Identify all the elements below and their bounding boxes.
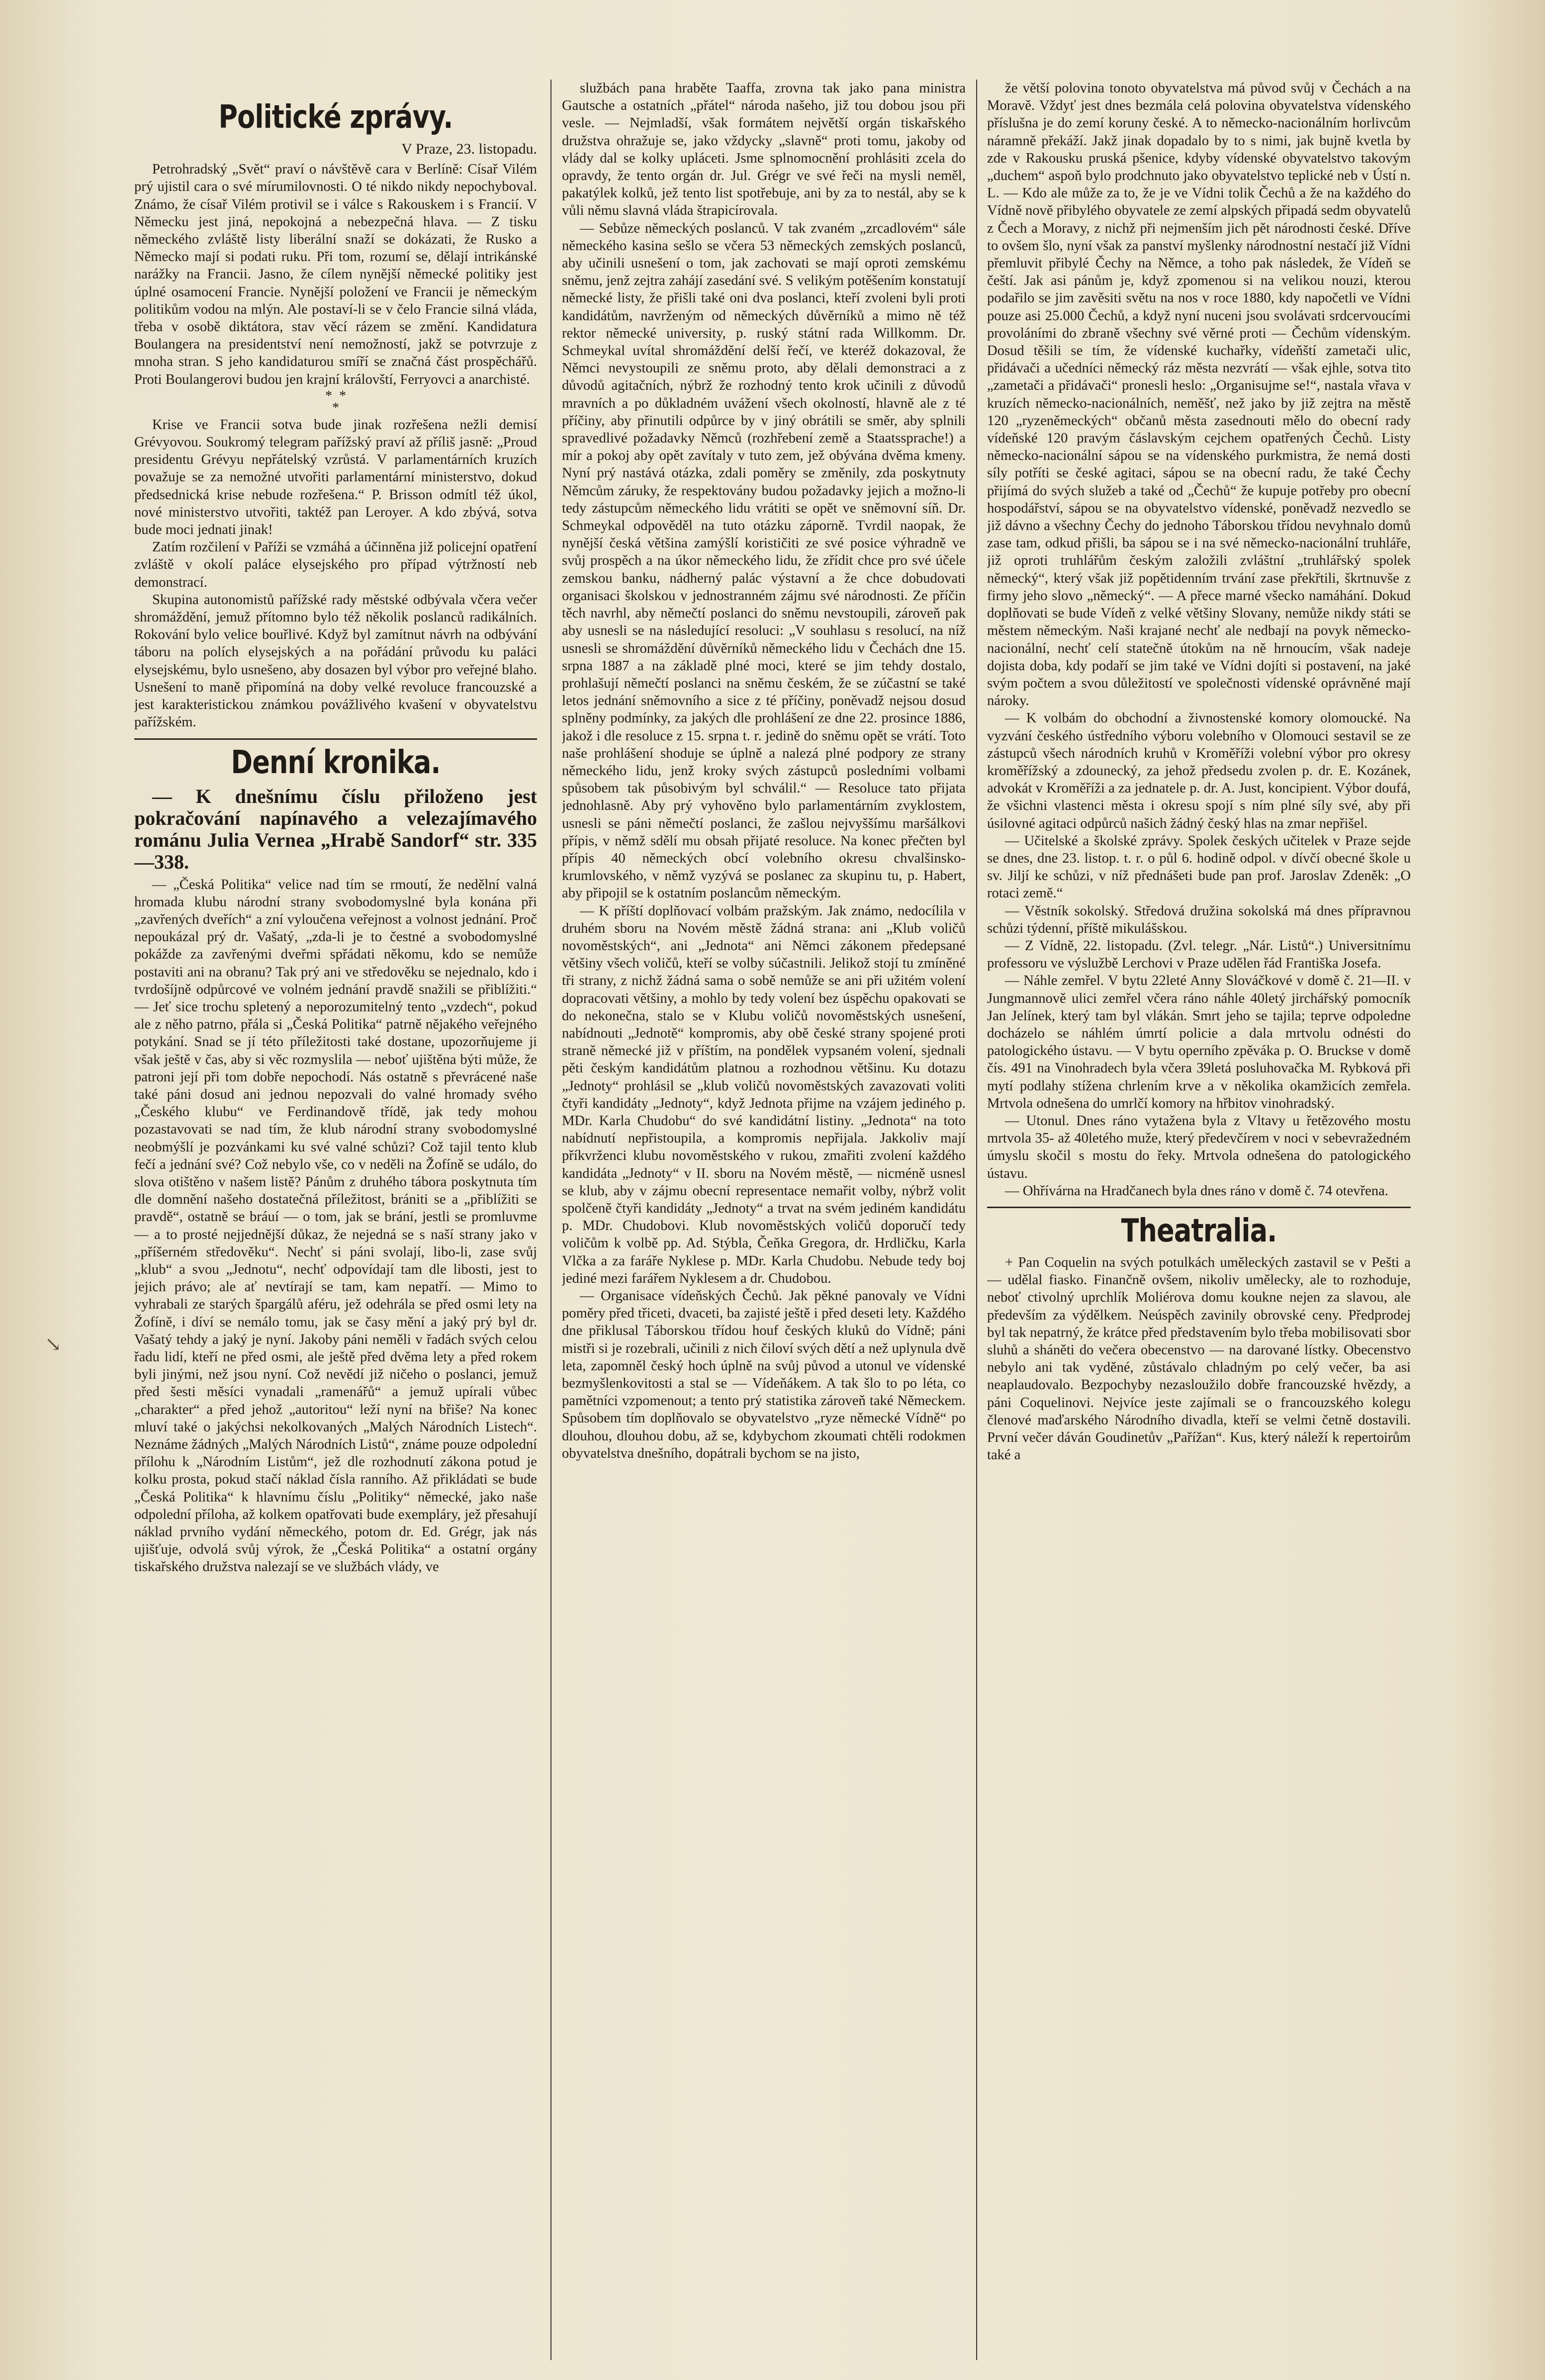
margin-mark: ↘ [45,1333,62,1355]
column-1 [134,80,537,2360]
article-paragraph: — K volbám do obchodní a živnostenské komory olomoucké. Na vyzvání českého ústředního výboru volebního v Olomouci sestavil se ze zástupců všech národních kruhů v Kroměříži volební výbor pro okresy kroměřížský a zdounecký, za jehož předsedu zvolen p. dr. E. Kozánek, advokát v Kroměříži a za jednatele p. dr. A. Just, koncipient. Výbor doufá, že všichni vlastenci města i okresu spojí s ním plné síly své, aby při úsilovné agitaci odpůrců našich žádný český hlas na zmar nepřišel. [987,710,1411,831]
article-paragraph: že větší polovina tonoto obyvatelstva má původ svůj v Čechách a na Moravě. Vždyť jest dnes bezmála celá polovina obyvatelstva vídenského příslušna je do zemí koruny české. A to německo-nacionálním horlivcům náramně překáží. Jakž jinak dopadalo by to s nimi, jak bujně kvetla by zde v Rakousku pruská pšenice, kdyby vídenské obyvatelstvo takovým „duchem“ aspoň bylo prodchnuto jako obyvatelstvo teplické neb v Ústí n. L. — Kdo ale může za to, že je ve Vídni tolik Čechů a že na každého do Vídně nově přibylého obyvatele ze zemí alpských připadá sedm obyvatelů z Čech a Moravy, z nichž při nejmenším jich pět národnosti české. Dříve to ovšem šlo, nyní však za panství myšlenky národnostní nestačí již Vídni přemluvit přibylé Čechy na Němce, a toho pak následek, že Vídeň se čeští. Jak asi pánům je, když zpomenou si na velikou nouzi, kterou podařilo se jim zavěsiti světu na nos v roce 1880, kdy napočetli ve Vídni pouze asi 25.000 Čechů, a když nyní nuceni jsou svolávati srdcervoucími provoláními do zbraně všechny své věrné proti — Čechům vídenským. Dosud těšili se tím, že vídenské kuchařky, vídeňští zametači ulic, přidávači a učedníci německý ráz města nezvrátí — však ejhle, sotva tito „zametači a přidávači“ pronesli heslo: „Organisujme se!“, nastala vřava v kruzích německo-nacionálních, neměšť, než jako by již zejtra na městě 120 „ryzeněmeckých“ občanů města zasednouti mělo do obecní rady vídeňské 120 pravým čáslavským cejchem opatřených Čechů. Listy německo-nacionální sápou se na vídenského purkmistra, že nemá dosti síly potříti se české agitaci, sápou se na obecní radu, že také Čechy přijímá do svých služeb a také od „Čechů“ že kupuje potřeby pro obecní hospodářství, sápou se na obyvatelstvo vídenské, poněvadž nezvedlo se již dávno a všechny Čechy do jednoho Táborskou třídou nevyhnalo domů zase tam, odkud přišli, ba sápou se i na své německo-nacionální truhláře, již oproti truhlářům českým založili zvláštní „truhlářský spolek německý“, který však již popětidenním trvání zase překřtili, škrtnuvše z firmy jeho slovo „německý“. — A přece marné všecko namáhání. Dokud doplňovati se bude Vídeň z velké většiny Slovany, nemůže nikdy státi se městem německým. Naši krajané nechť ale nedbají na povyk německo-nacionální, nechť celí statečně útokům na ně hrnoucím, však nadeje dojista doba, kdy podaří se jim také ve Vídni dojíti si postavení, na jaké svým počtem a svou důležitostí ve společnosti vídenské oprávněné mají nároky. [987,81,1411,709]
section-heading-politicke-zpravy: Politické zprávy. [218,99,453,136]
column-2 [562,80,966,2360]
article-paragraph: — Ohřívárna na Hradčanech byla dnes ráno v domě č. 74 otevřena. [1005,1183,1388,1199]
separator-stars: * * * [325,388,346,416]
article-paragraph: — „Česká Politika“ velice nad tím se rmoutí, že nedělní valná hromada klubu národní strany svobodomyslné byla konána při „zavřených dveřích“ a zní vyloučena veřejnost a volnost jednání. Proč nepoukázal prý dr. Vašatý, „zda-li je to čestné a svobodomyslné pokážde za zavřenými dveřmi spřádati někomu, kdo se nemůže postaviti ani na obranu? Tak prý ani ve středověku se nejednalo, kdo i tvrdošíjně odpůrcové ve volném jednání pravdě snažili se přiblížiti.“ — Jeť sice trochu spletený a neporozumitelný tento „vzdech“, pokud ale z něho patrno, přála si „Česká Politika“ patrně nějakého veřejného potykání. Snad se jí této příležitosti také dostane, upozorňujeme ji však ještě v čas, aby si věc rozmyslila — neboť ujištěna býti může, že patroni její při tom dobře nepochodí. Nás ostatně s převrácené naše také páni dosud ani jednou nepozvali do valné hromady svého „Českého klubu“ ve Ferdinandově třídě, jak tedy mohou pozastavovati se nad tím, že klub národní strany svobodomyslné neobmýšlí je pozvánkami ku své valné schůzi? Což tajil tento klub fečí a jednání své? Což nebylo vše, co v neděli na Žofíně se událo, do slova otištěno v našem listě? Pánům z druhého tábora poskytnuta tím dle domnění našeho dostatečná příležitost, brániti se a „přiblížiti se pravdě“, ostatně se bráuí — o tom, jak se brání, jestli se promluvme — a to prosté nejjednější důkaz, že nejedná se s naší strany jako v „příšerném středověku“. Nechť si páni svolají, libo-li, zase svůj „klub“ a svou „Jednotu“, nechť odpovídají tam dle libosti, jest to jejich právo; ale ať nevtírají se tam, kam nepatří. — Mimo to vyhrabali ze starých špargálů aféru, jež odehrála se před osmi lety na Žofíně, i díví se nemálo tomu, jak se časy mění a jaký prý byl dr. Vašatý tehdy a jaký je nyní. Jakoby páni neměli v řadách svých celou řadu lidí, kteří ne před osmi, ale ještě před dvěma lety a před rokem byli jinými, než jsou nyní. Což nevědí již ničeho o poslanci, jemuž před šesti měsíci vynadali „ramenářů“ a jemuž upírali vůbec „charakter“ a před jehož „autoritou“ leží nyní na břiše? Na konec mluví také o jakýchsi nekolkovaných „Malých Národních Listech“. Neznáme žádných „Malých Národních Listů“, známe pouze odpolední přílohu k „Národním Listům“, jež dle rozhodnutí zákona potud je kolku prosta, pokud stačí náklad čísla ranního. Až přikládati se bude „Česká Politika“ k hlavnímu číslu „Politiky“ německé, jako naše odpolední příloha, až kolkem opatřovati bude exempláry, jež přesahují náklad prvního vydání německého, potom dr. Ed. Grégr, jak nás ujišťuje, odvolá svůj výrok, že „Česká Politika“ a ostatní orgány tiskařského družstva nalezají se ve službách vlády, ve [134,877,537,1575]
article-paragraph: — Věstník sokolský. Středová družina sokolská má dnes přípravnou schůzi týdenní, příště mikulášskou. [987,903,1411,936]
article-paragraph: službách pana hraběte Taaffa, zrovna tak jako pana ministra Gautsche a ostatních „přátel“ národa našeho, již tou dobou jsou při vesle. — Nejmladší, však formátem největší orgán tiskařského družstva ohražuje se, jako vždycky „slavně“ proti tomu, jakoby od vlády dal se kolky upláceti. Jsme splnomocnění prohlásiti zcela do opravdy, že tento orgán dr. Jul. Grégr ve své řeči na mysli neměl, pakatýlek kolků, jež tento list spotřebuje, ani by za to nestál, aby se k vůli němu slavná vláda štrapicírovala. [562,81,966,219]
article-paragraph: — K příští doplňovací volbám pražským. Jak známo, nedocílila v druhém sboru na Novém městě žádná strana: ani „Klub voličů novoměstských“, ani „Jednota“ ani Němci zákonem předepsané většiny všech voličů, kteří se volby súčastnili. Jelikož stojí tu zmíněné tři strany, z nichž žádná sama o sobě nemůže se ani při užitém volení dopracovati většiny, a mohlo by tedy volení bez úspěchu opakovati se do nekonečna, stalo se v Klubu voličů novoměstských usnešení, nabídnouti „Jednotě“ kompromis, aby obě české strany spojené proti straně německé již v příštím, na pondělek vypsaném volení, sjednali pěti českým kandidátům platnou a rozhodnou většinu. Ku dotazu „Jednoty“ prohlásil se „klub voličů novoměstských zavazovati voliti čtyři kandidáty „Jednoty“, když Jednota přijme na vzájem jediného p. MDr. Karla Chudobu“ do své kandidátní listiny. „Jednota“ na toto nabídnutí nepřistoupila, a kompromis nepřijala. Jakkoliv mají příkvrženci klubu novoměstského v rukou, zmařiti zvolení každého kandidáta „Jednoty“ v II. sboru na Novém městě, — nicméně usnesl se klub, aby v zájmu obecní representace nemařit volby, nýbrž volit spolčeně čtyři kandidáty „Jednoty“ a trvat na svém jediném kandidátu p. MDr. Chudobovi. Klub novoměstských voličů doporučí tedy voličům k volbě pp. Ad. Stýbla, Čeňka Gregora, dr. Hrdličku, Karla Vlčka a za faráře Nyklese p. MDr. Karla Chudobu. Nebude tedy boj jediné mezi farářem Nyklesem a dr. Chudobou. [562,903,966,1286]
column-rule [976,80,977,2360]
section-divider [987,1207,1411,1208]
article-paragraph: — Náhle zemřel. V bytu 22leté Anny Slováčkové v domě č. 21—II. v Jungmannově ulici zemřel včera ráno náhle 40letý jirchářský pomocník Jan Jelínek, který tam byl vlákán. Smrt jeho se tajila; teprve odpoledne docházelo se náhlém úmrtí policie a dala mrtvolu odnésti do patologického ústavu. — V bytu operního zpěváka p. O. Bruckse v domě čís. 491 na Vinohradech byla včera 39letá posluhovačka M. Rybková při mytí podlahy stížena chrlením krve a v několika okamžicích zemřela. Mrtvola odnešena do umrlčí komory na hřbitov vinohradský. [987,973,1411,1111]
article-paragraph: — Učitelské a školské zprávy. Spolek českých učitelek v Praze sejde se dnes, dne 23. listop. t. r. o půl 6. hodině odpol. v dívčí obecné škole u sv. Jiljí ke schůzi, v níž přednášeti bude pan prof. Jaroslav Zdeněk: „O rotaci země.“ [987,833,1411,901]
column-rule [550,80,551,2360]
article-paragraph: Skupina autonomistů pařížské rady městské odbývala včera večer shromáždění, jemuž přítomno bylo též několik poslanců radikálních. Rokování bylo velice bouřlivé. Když byl zamítnut návrh na odbývání táboru na polích elysejských a na pořádání průvodu ku paláci elysejskému, bylo usnešeno, aby dosazen byl výbor pro veřejné blaho. Usnešení to maně připomíná na doby velké revoluce francouzské a jest karakteristickou známkou povážlivého kvašení v obyvatelstvu pařížském. [134,592,537,730]
section-divider [134,738,537,740]
article-paragraph: — Organisace vídeňských Čechů. Jak pěkné panovaly ve Vídni poměry před třiceti, dvaceti, ba zajisté ještě i před deseti lety. Každého dne přiklusal Táborskou třídou houf českých kluků do Vídně; páni mistři si je rozebrali, učinili z nich čiloví svých dětí a než uplynula dvě leta, zapomněl český hoch úplně na svůj původ a utonul ve vídenské bezmyšlenkovitosti a stal se — Vídeňákem. A tak šlo to po léta, co pamětníci vzpomenout; a tento prý statistika zároveň také Německem. Spůsobem tím doplňovalo se obyvatelstvo „ryze německé Vídně“ po dlouhou, dlouhou dobu, až se, kdybychom zkoumati chtěli rodokmen obyvatelstva dnešního, dopátrali bychom se na jisto, [562,1288,966,1461]
article-paragraph: — Sebůze německých poslanců. V tak zvaném „zrcadlovém“ sále německého kasina sešlo se včera 53 německých zemských poslanců, aby učinili usnešení o tom, jak zachovati se mají oproti zemskému sněmu, jenž zejtra zahájí zasedání své. S velikým potěšením konstatují německé listy, že přišli také oni dva poslanci, kteří zvoleni byli proti kandidátům, navrženým od německých důvěrníků a mimo ně též rektor německé university, p. ruský státní rada Willkomm. Dr. Schmeykal uvítal shromáždění delší řečí, ve kteréž dokazoval, že Němci nevystoupili ze sněmu proto, aby dělali demonstraci a z důvodů agitačních, nýbrž že rozhodný tento krok učinili z důvodů mravních a po důkladném uvážení všech okolností, hlavně ale z té příčiny, aby přinutili odpůrce by v jiný obrátili se směr, aby splnili spravedlivé požadavky Němců (rozhřebení země a Staatssprache!) a mír a pokoj aby opět zavítaly v tuto zem, jež obývána dvěma kmeny. Nyní prý nastává otázka, zdali poměry se změnily, zda poskytnuty Němcům záruky, že respektovány budou požadavky jejich a možno-li tedy zástupcům německého lidu vrátiti se opět ve sněmovní síň. Dr. Schmeykal odpověděl na tuto otázku záporně. Tvrdil naopak, že nynější česká většina zamýšlí korističiti ze své posice výhradně ve svůj prospěch a na úkor německého lidu, že zřídit chce pro své účele zemskou banku, nádherný palác výstavní a že chce dobudovati organisaci školskou v jednostranném zájmu své národnosti. Ze příčin těch navrhl, aby němečtí poslanci do sněmu nevstoupili, zároveň pak aby usnesli se na následující resoluci: „V souhlasu s resolucí, na níž usnesli se shromáždění důvěrníků německého lidu v Čechách dne 15. srpna 1887 a na základě plné moci, které se jim tehdy dostalo, prohlašují němečtí poslanci na sněmu českém, že se zúčastní se také letos jednání sněmovního a sice z té příčiny, poněvadž nejsou dosud splněny podmínky, za jakých dle prohlášení ze dne 22. prosince 1886, jakož i dle resoluce z 15. srpna t. r. jedině do sněmu opět se vrátí. Toto naše prohlášení shoduje se úplně a nalezá plné podpory ze strany německého lidu, jenž kroky svých zástupců posledními volbami spůsobem tak působivým byl schválil.“ — Resoluce tato přijata jednohlasně. Aby prý vyhověno bylo parlamentárním zvyklostem, usnesli se páni němečtí poslanci, že zašlou nejvyššímu maršálkovi přípis, v němž sdělí mu obsah přijaté resoluce. Na konec přečten byl přípis 40 německých obcí volebního okresu chvalšinsko-krumlovského, v němž vyzývá se poslanec za skupinu tu, p. Habert, aby připojil se k ostatním poslancům německým. [562,220,966,901]
article-paragraph: Zatím rozčilení v Paříži se vzmáhá a účinněna již policejní opatření zvláště v okolí paláce elysejského pro případ výtržností neb demonstrací. [134,539,537,590]
article-paragraph: — Z Vídně, 22. listopadu. (Zvl. telegr. „Nár. Listů“.) Universitnímu professoru ve výslužbě Lerchovi v Praze udělen řád Františka Josefa. [987,938,1411,971]
article-paragraph: Krise ve Francii sotva bude jinak rozřešena nežli demisí Grévyovou. Soukromý telegram pařížský praví až příliš jasně: „Proud presidentu Grévyu nepřátelský vzrůstá. V parlamentárních kruzích považuje se za nemožné utvořiti parlamentární ministerstvo, dokud předsednická krise nebude rozřešena.“ P. Brisson odmítl též úkol, nové ministerstvo utvořiti, taktéž pan Leroyer. A kdo zbývá, sotva bude moci jednati jinak! [134,417,537,538]
section-heading-theatralia: Theatralia. [1121,1213,1277,1249]
section-heading-denni-kronika: Denní kronika. [231,744,441,781]
article-paragraph: — Utonul. Dnes ráno vytažena byla z Vltavy u řetězového mostu mrtvola 35- až 40letého muže, který předevčírem v noci v sebevražedném úmyslu skočil s mostu do řeky. Mrtvola odnešena do patologického ústavu. [987,1113,1411,1181]
article-paragraph: + Pan Coquelin na svých potulkách uměleckých zastavil se v Pešti a — udělal fiasko. Finančně ovšem, nikoliv umělecky, ale to rozhoduje, neboť ctivolný uprchlík Moliérova domu koukne nejen za slavou, ale především za výdělkem. Neúspěch zavinily obrovské ceny. Předprodej byl tak nepatrný, že krátce před představením bylo třeba mobilisovati sbor sluhů a sháněti do večera obecenstvo — na darované lístky. Obecenstvo nebylo ani tak vyděné, zůstávalo chladným po celý večer, ba asi neaplaudovalo. Bezpochyby nezasloužilo dobře francouzské hvězdy, a páni Coquelinovi. Nejvíce jeste zajímali se o francouzského kolegu členové maďarského Národního divadla, kteří se velmi četně dostavili. První večer dáván Goudinetův „Pařížan“. Kus, který náleží k repertoirům také a [987,1255,1411,1463]
dateline: V Praze, 23. listopadu. [401,141,537,157]
supplement-notice: — K dnešnímu číslu přiloženo jest pokračování napínavého a velezajímavého románu Julia Vernea „Hrabě Sandorf“ str. 335—338. [134,785,537,873]
article-paragraph: Petrohradský „Svět“ praví o návštěvě cara v Berlíně: Císař Vilém prý ujistil cara o své mírumilovnosti. O té nikdo nikdy nepochyboval. Známo, že císař Vilém protivil se i válce s Rakouskem i s Francií. V Německu jest jiná, nepokojná a nebezpečná hlava. — Z tisku německého zvláště listy liberální snaží se dokázati, že Rusko a Německo mají si podati ruku. Při tom, rozumí se, dělají intrikánské narážky na Francii. Jasno, že cílem nynější německé politiky jest úplné osamocení Francie. Nynější položení ve Francii je německým politikům vodou na mlýn. Ale postaví-li se v čelo Francie silná vláda, třeba v osobě diktátora, stav věcí rázem se změní. Kandidatura Boulangera na presidentství není nemožností, jakž se potvrzuje z mnoha stran. S jeho kandidaturou smíří se značná část prospěchářů. Proti Boulangerovi budou jen krajní královští, Ferryovci a anarchisté. [134,162,537,387]
column-3 [987,80,1411,2360]
